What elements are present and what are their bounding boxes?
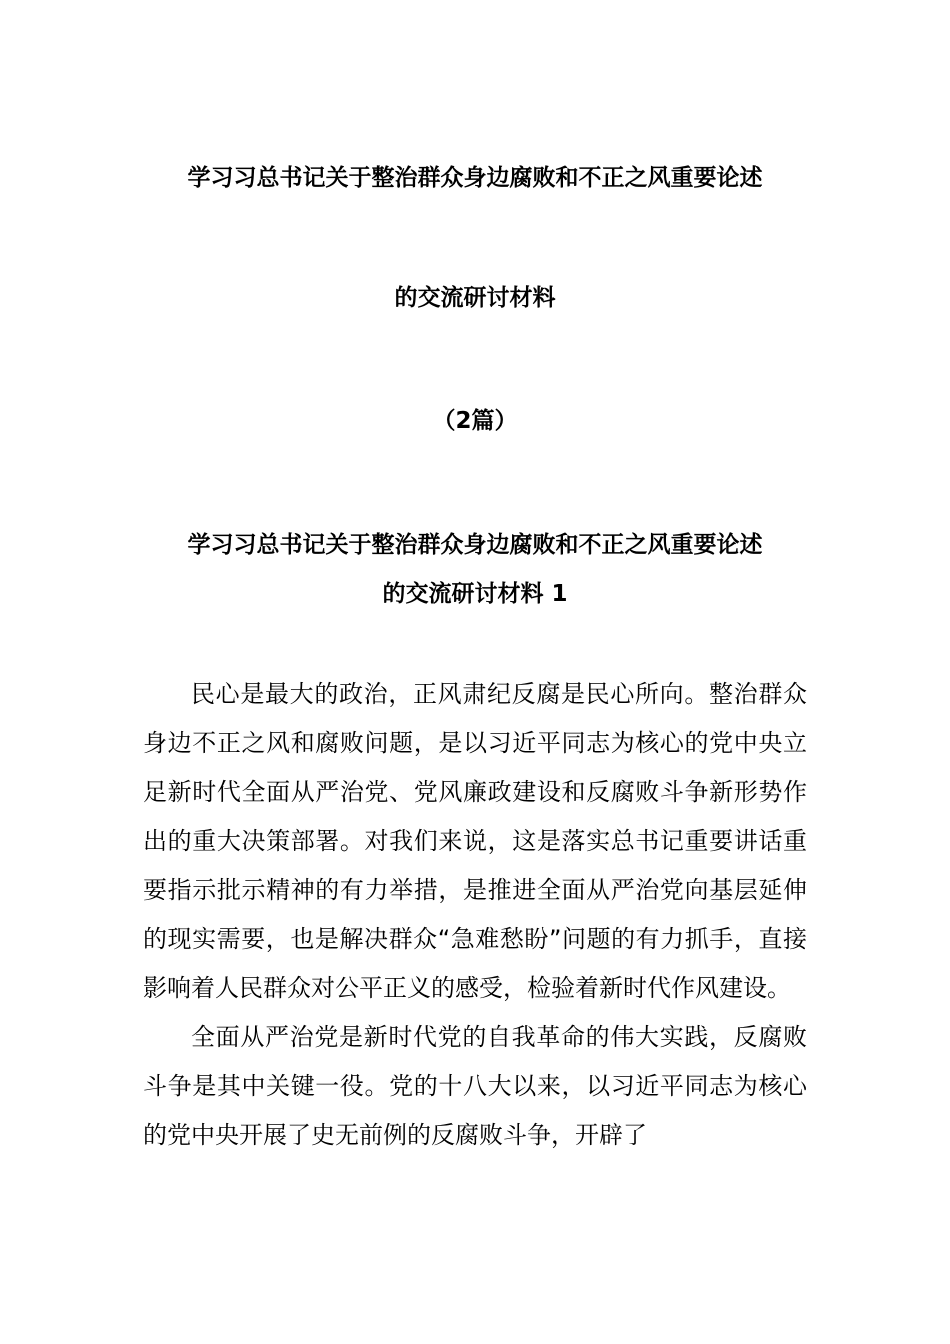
document-count-note: （2篇） [432, 408, 518, 434]
section-title-line-2: 的交流研讨材料 1 [382, 581, 568, 607]
paragraph-1: 民心是最大的政治，正风肃纪反腐是民心所向。整治群众身边不正之风和腐败问题，是以习近平同志为核心的党中央立足新时代全面从严治党、党风廉政建设和反腐败斗争新形势作出的重大决策部署。对我们来说，这是落实总书记重要讲话重要指示批示精神的有力举措，是推进全面从严治党向基层延伸的现实需要，也是解决群众“急难愁盼”问题的有力抓手，直接影响着人民群众对公平正义的感受，检验着新时代作风建设。 [143, 680, 807, 1002]
section-title-line-1: 学习习总书记关于整治群众身边腐败和不正之风重要论述 [187, 532, 763, 558]
document-title-line-2: 的交流研讨材料 [394, 285, 556, 311]
paragraph-2: 全面从严治党是新时代党的自我革命的伟大实践，反腐败斗争是其中关键一役。党的十八大以来，以习近平同志为核心的党中央开展了史无前例的反腐败斗争，开辟了 [143, 1023, 807, 1149]
document-title-line-1: 学习习总书记关于整治群众身边腐败和不正之风重要论述 [187, 165, 763, 191]
body-text [143, 670, 807, 1160]
